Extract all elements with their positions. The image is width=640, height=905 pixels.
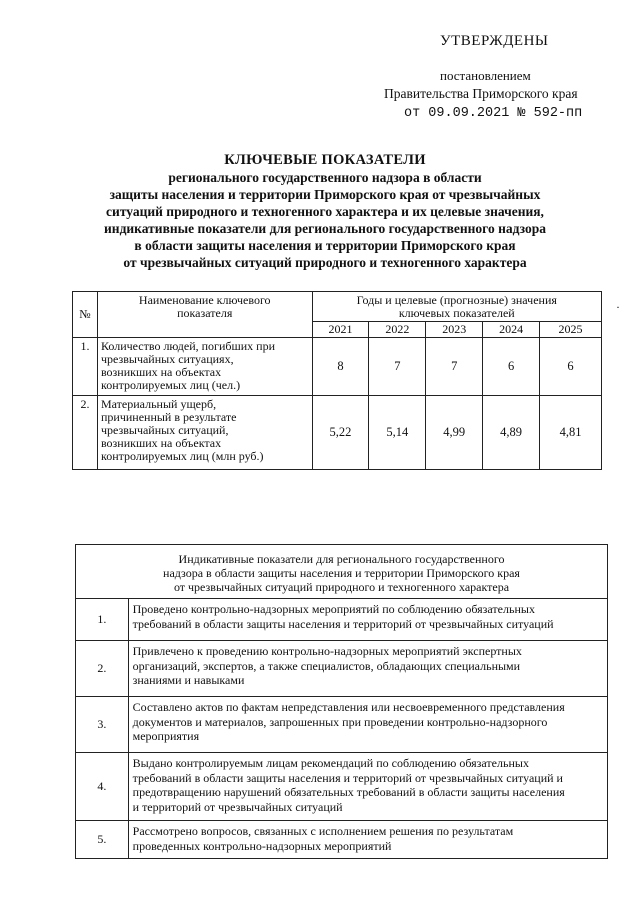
indicator-text [128,821,607,859]
row-number: 1. [76,599,129,641]
col-name-header-l2: показателя [177,306,233,320]
title-line-5: индикативные показатели для регионального государственного надзора [104,221,546,236]
col-name-header [97,292,312,338]
year-cell: 2021 [312,322,369,338]
indicator-name [97,396,312,470]
indicator-text-line: требований в области защиты населения и территорий от чрезвычайных ситуаций [132,616,554,631]
indicator-name-line: чрезвычайных ситуаций, [100,423,229,437]
table-row [76,599,608,641]
table-row [73,396,602,470]
title-line-4: ситуаций природного и техногенного характера и их целевые значения, [106,204,544,219]
indicator-text-line: проведенных контрольно-надзорных мероприятий [132,838,392,853]
row-number: 2. [76,641,129,697]
year-cell: 2022 [369,322,426,338]
decree-line-1: постановлением [440,68,531,83]
decree-line-2: Правительства Приморского края [384,86,578,101]
title-line-1: КЛЮЧЕВЫЕ ПОКАЗАТЕЛИ [224,152,426,168]
title-line-7: от чрезвычайных ситуаций природного и техногенного характера [123,255,527,270]
row-number: 1. [73,338,98,396]
row-number: 4. [76,753,129,821]
indicator-text [128,641,607,697]
row-number: 3. [76,697,129,753]
indicator-name-line: контролируемых лиц (млн руб.) [100,449,264,463]
table-row [76,753,608,821]
indicator-name-line: Количество людей, погибших при [100,339,276,353]
indicator-text-line: Составлено актов по фактам непредставления или несвоевременного представления [132,700,565,714]
table-row [76,641,608,697]
table-row [76,697,608,753]
title-line-2: регионального государственного надзора в области [168,170,482,185]
indicator-name-line: Материальный ущерб, [100,397,217,411]
indicative-header [76,545,608,599]
indicator-text [128,599,607,641]
value-cell: 6 [540,338,602,396]
table-header-row [76,545,608,599]
indicator-name-line: контролируемых лиц (чел.) [100,378,241,392]
value-cell: 4,81 [540,396,602,470]
indicator-text-line: организаций, экспертов, а также специалистов, обладающих специальными [132,658,521,673]
value-cell: 4,99 [426,396,483,470]
indicator-text-line: требований в области защиты населения и территорий от чрезвычайных ситуаций и [132,770,563,785]
col-years-header-l2: ключевых показателей [398,305,515,320]
title-line-3: защиты населения и территории Приморского края от чрезвычайных [109,187,541,202]
table-header-row [73,292,602,322]
table-row [76,821,608,859]
value-cell: 5,22 [312,396,369,470]
value-cell: 4,89 [483,396,540,470]
value-cell: 6 [483,338,540,396]
col-name-header-l1: Наименование ключевого [138,293,271,307]
indicator-text [128,753,607,821]
indicator-text-line: мероприятия [132,729,200,743]
value-cell: 7 [369,338,426,396]
indicator-text-line: знаниями и навыками [132,673,245,687]
indicative-header-line: надзора в области защиты населения и территории Приморского края [163,565,520,580]
year-cell: 2025 [540,322,602,338]
indicator-text-line: Проведено контрольно-надзорных мероприятий по соблюдению обязательных [132,602,535,616]
value-cell: 8 [312,338,369,396]
row-number: 5. [76,821,129,859]
indicator-text-line: документов и материалов, запрошенных при проведении контрольно-надзорного [132,714,548,729]
indicator-name-line: причиненный в результате [100,410,237,424]
indicative-header-line: Индикативные показатели для регионального государственного [178,551,505,566]
indicator-name [97,338,312,396]
row-number: 2. [73,396,98,470]
col-years-header [312,292,602,322]
title-line-6: в области защиты населения и территории Приморского края [134,238,516,253]
value-cell: 7 [426,338,483,396]
value-cell: 5,14 [369,396,426,470]
indicator-text-line: Выдано контролируемым лицам рекомендаций по соблюдению обязательных [132,756,529,770]
col-years-header-l1: Годы и целевые (прогнозные) значения [356,292,557,307]
indicator-text-line: Привлечено к проведению контрольно-надзорных мероприятий экспертных [132,644,522,658]
decree-number-date: от 09.09.2021 № 592-пп [404,106,583,121]
margin-mark: · [616,300,620,314]
indicator-text-line: Рассмотрено вопросов, связанных с исполнением решения по результатам [132,824,514,838]
approved-heading: УТВЕРЖДЕНЫ [440,33,549,49]
col-number-header: № [73,292,98,338]
indicative-indicators-table [75,544,608,859]
table-row [73,338,602,396]
indicator-name-line: возникших на объектах [100,365,222,379]
indicator-name-line: чрезвычайных ситуациях, [100,352,234,366]
document-title [60,152,590,271]
indicator-name-line: возникших на объектах [100,436,222,450]
indicator-text-line: и территорий от чрезвычайных ситуаций [132,799,343,814]
indicator-text [128,697,607,753]
year-cell: 2023 [426,322,483,338]
year-cell: 2024 [483,322,540,338]
indicator-text-line: предотвращению нарушений обязательных требований в области защиты населения [132,785,565,799]
indicative-header-line: от чрезвычайных ситуаций природного и техногенного характера [173,579,510,594]
key-indicators-table [72,291,602,470]
